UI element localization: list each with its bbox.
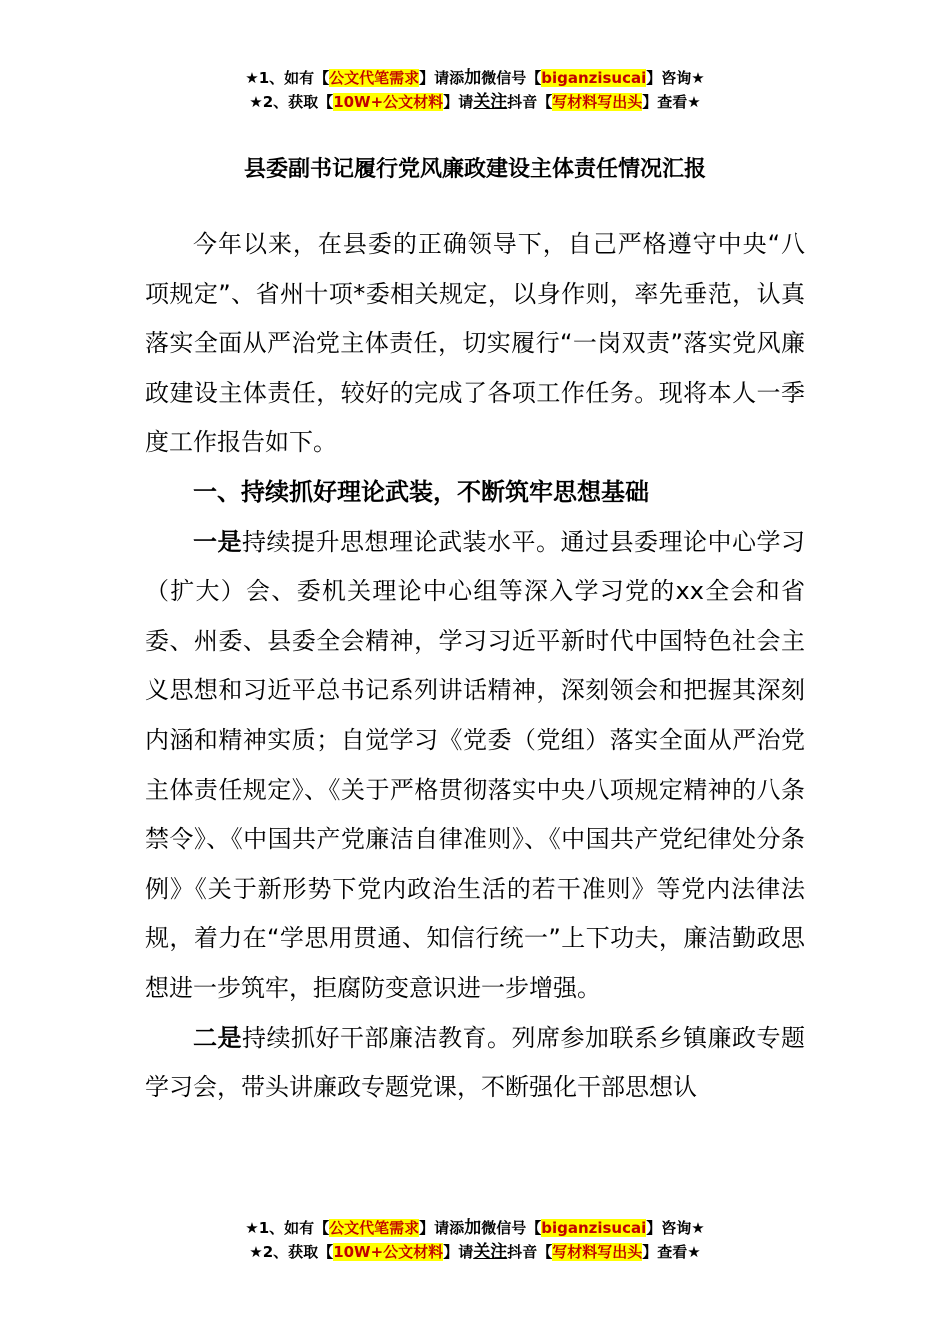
header-banner (0, 66, 950, 114)
footer-banner (0, 1216, 950, 1264)
highlight-douyin: 写材料写出头 (552, 1243, 643, 1261)
highlight-service: 公文代笔需求 (329, 1219, 420, 1237)
document-title: 县委副书记履行党风廉政建设主体责任情况汇报 (243, 157, 706, 182)
highlight-materials: 10W+公文材料 (333, 1243, 444, 1261)
paragraph-2: 二是持续抓好干部廉洁教育。列席参加联系乡镇廉政专题学习会，带头讲廉政专题党课，不断强化干部思想认 (145, 1023, 805, 1102)
highlight-service: 公文代笔需求 (329, 69, 420, 87)
document-body (145, 220, 805, 1113)
banner-line-2: ★2、获取【10W+公文材料】请关注抖音【写材料写出头】查看★ (249, 92, 701, 112)
highlight-wechat-id: biganzisucai (541, 69, 647, 87)
highlight-douyin: 写材料写出头 (552, 93, 643, 111)
banner-line-1: ★1、如有【公文代笔需求】请添加微信号【biganzisucai】咨询★ (245, 68, 705, 88)
highlight-materials: 10W+公文材料 (333, 93, 444, 111)
intro-paragraph: 今年以来，在县委的正确领导下，自己严格遵守中央“八项规定”、省州十项*委相关规定，以身作则，率先垂范，认真落实全面从严治党主体责任，切实履行“一岗双责”落实党风廉政建设主体责任，较好的完成了各项工作任务。现将本人一季度工作报告如下。 (145, 230, 805, 457)
section-heading-1: 一、持续抓好理论武装，不断筑牢思想基础 (193, 477, 649, 506)
paragraph-1: 一是持续提升思想理论武装水平。通过县委理论中心学习（扩大）会、委机关理论中心组等深入学习党的xx全会和省委、州委、县委全会精神，学习习近平新时代中国特色社会主义思想和习近平总书记系列讲话精神，深刻领会和把握其深刻内涵和精神实质；自觉学习《党委（党组）落实全面从严治党主体责任规定》、《关于严格贯彻落实中央八项规定精神的八条禁令》、《中国共产党廉洁自律准则》、《中国共产党纪律处分条例》《关于新形势下党内政治生活的若干准则》等党内法律法规，着力在“学思用贯通、知信行统一”上下功夫，廉洁勤政思想进一步筑牢，拒腐防变意识进一步增强。 (145, 527, 805, 1002)
banner-line-1: ★1、如有【公文代笔需求】请添加微信号【biganzisucai】咨询★ (245, 1218, 705, 1238)
banner-line-2: ★2、获取【10W+公文材料】请关注抖音【写材料写出头】查看★ (249, 1242, 701, 1262)
highlight-wechat-id: biganzisucai (541, 1219, 647, 1237)
